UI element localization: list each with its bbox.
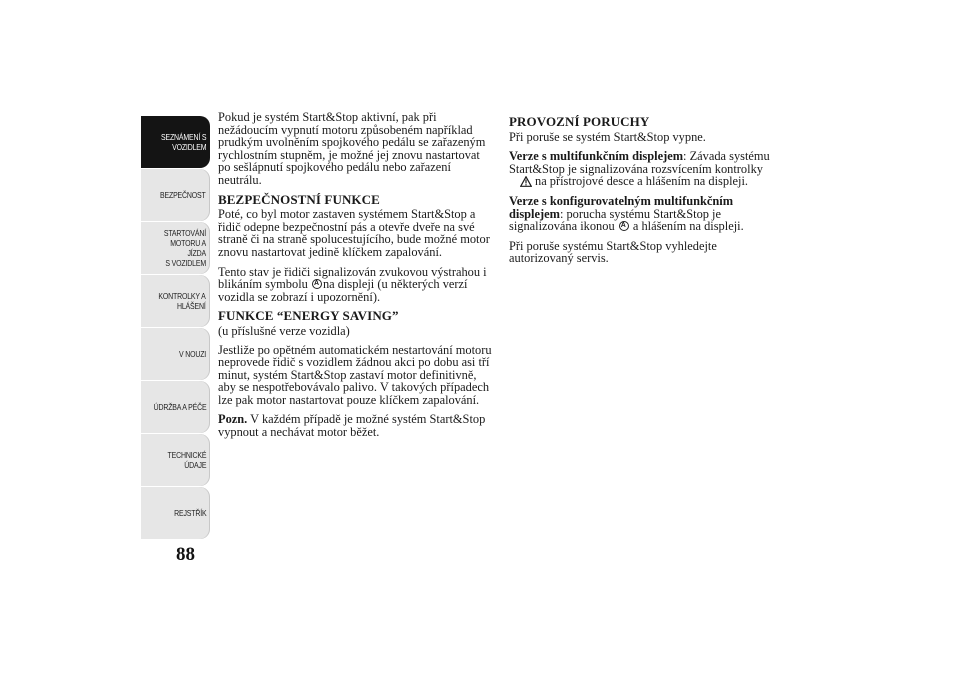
- multi-display-text-a: : Závada systému Start&Stop je signalizována rozsvícením kontrolky: [509, 149, 770, 176]
- paragraph-safety-function: Poté, co byl motor zastaven systémem Start&Stop a řidič odepne bezpečnostní pás a otevře dveře na své straně či na straně spolucestujícího, bude možné motor znovu nastartovat jedině klíčkem zapalování.: [218, 207, 490, 259]
- paragraph-energy-saving: Jestliže po opětném automatickém nestartování motoru neprovede řidič s vozidlem žádnou akci po dobu asi tří minut, systém Start&Stop zastaví motor definitivně, aby se nespotřebovávalo palivo. V takových případech lze pak motor nastartovat pouze klíčkem zapalování.: [218, 342, 492, 407]
- energy-saving-subtitle: (u příslušné verze vozidla): [218, 323, 350, 338]
- tab-label: ÚDRŽBA A PÉČE: [153, 402, 206, 412]
- tab-kontrolky-a-hlaseni[interactable]: [141, 275, 210, 327]
- left-column: [218, 111, 493, 446]
- warning-triangle-icon: [520, 176, 532, 187]
- chapter-sidebar: [141, 116, 210, 540]
- multi-display-text-b: na přístrojové desce a hlášením na displeji.: [535, 174, 748, 189]
- tab-seznameni-s-vozidlem[interactable]: [141, 116, 210, 168]
- signal-text-b: na displeji (u některých verzí vozidla se zobrazí i upozornění).: [218, 277, 468, 304]
- note-label: Pozn.: [218, 412, 248, 427]
- paragraph-fault-off: Při poruše se systém Start&Stop vypne.: [509, 129, 706, 144]
- tab-label: BEZPEČNOST: [160, 190, 206, 200]
- heading-faults: PROVOZNÍ PORUCHY: [509, 114, 650, 129]
- paragraph-configurable-display: [509, 195, 774, 233]
- tab-label: TECHNICKÉ ÚDAJE: [167, 450, 206, 470]
- tab-label: REJSTŘÍK: [173, 508, 206, 518]
- tab-bezpecnost[interactable]: [141, 169, 210, 221]
- note-text: V každém případě je možné systém Start&Stop vypnout a nechávat motor běžet.: [218, 412, 486, 440]
- config-display-label: Verze s konfigurovatelným multifunkčním displejem: [509, 193, 734, 221]
- paragraph-note: [218, 413, 493, 438]
- tab-startovani-motoru[interactable]: [141, 222, 210, 274]
- start-stop-fault-icon: [619, 221, 629, 231]
- tab-label: SEZNÁMENÍ S VOZIDLEM: [160, 132, 206, 152]
- tab-v-nouzi[interactable]: [141, 328, 210, 380]
- page-number: 88: [176, 544, 195, 565]
- paragraph-signal: [218, 266, 493, 304]
- right-column: [509, 114, 774, 272]
- paragraph-restart-clutch: Pokud je systém Start&Stop aktivní, pak při nežádoucím vypnutí motoru způsobeném například prudkým uvolněním spojkového pedálu se zařazeným rychlostním stupněm, je možné jej znovu nastartovat po sešlápnutí spojkového pedálu nebo zařazení neutrálu.: [218, 110, 486, 187]
- heading-safety-function: BEZPEČNOSTNÍ FUNKCE: [218, 191, 380, 207]
- heading-energy-saving: FUNKCE “ENERGY SAVING”: [218, 308, 399, 324]
- tab-technicke-udaje[interactable]: [141, 434, 210, 486]
- paragraph-multifunction-display: [509, 150, 774, 188]
- start-stop-icon: [312, 279, 322, 289]
- tab-rejstrik[interactable]: [141, 487, 210, 539]
- tab-label: STARTOVÁNÍ MOTORU A JÍZDA S VOZIDLEM: [163, 228, 206, 268]
- tab-udrzba-a-pece[interactable]: [141, 381, 210, 433]
- tab-label: V NOUZI: [178, 349, 206, 359]
- config-display-text-a: : porucha systému Start&Stop je signalizována ikonou: [509, 206, 721, 234]
- config-display-text-b: a hlášením na displeji.: [632, 219, 744, 234]
- multi-display-label: Verze s multifunkčním displejem: [509, 149, 684, 164]
- paragraph-service: Při poruše systému Start&Stop vyhledejte autorizovaný servis.: [509, 238, 717, 266]
- signal-text-a: Tento stav je řidiči signalizován zvukovou výstrahou i blikáním symbolu: [218, 264, 487, 292]
- tab-label: KONTROLKY A HLÁŠENÍ: [158, 291, 206, 311]
